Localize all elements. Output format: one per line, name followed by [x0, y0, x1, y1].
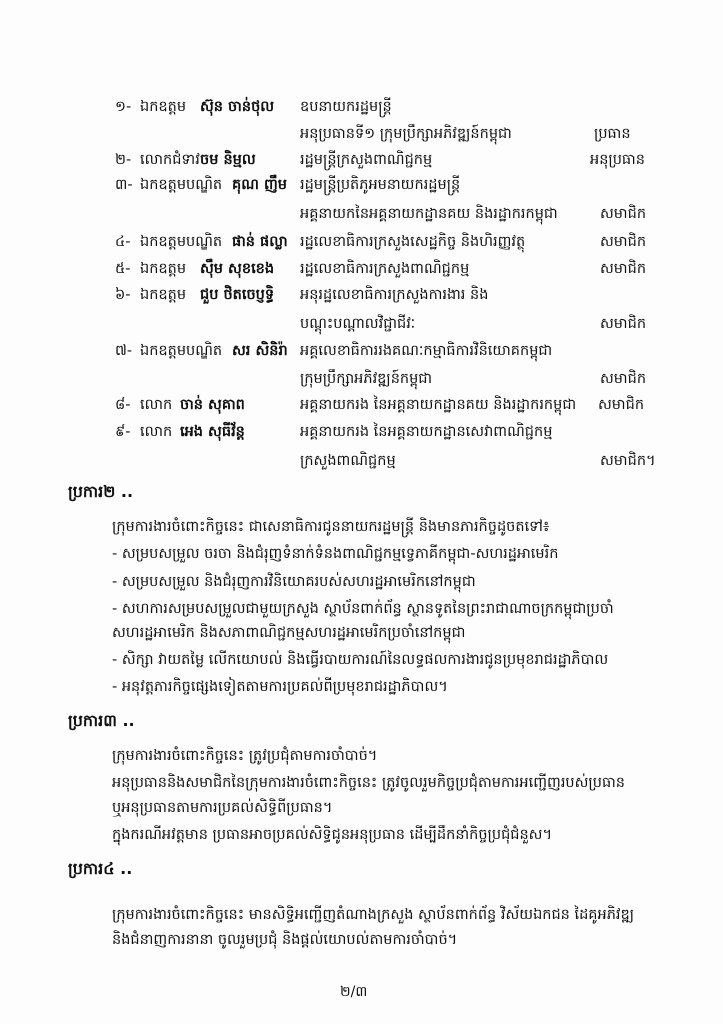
page-number: ២/៣ [340, 984, 368, 1000]
article-4-line-1: ក្រុមការងារចំពោះកិច្ចនេះ មានសិទ្ធិអញ្ជើញតំណាងក្រសួង ស្ថាប័នពាក់ព័ន្ធ វិស័យឯកជន ដៃគូអភិវឌ្ឍ [112, 907, 635, 923]
member-5-role: សមាជិក [600, 261, 647, 277]
member-6-name: ជួប ថិតចេប្ញទ្ធិ [200, 287, 275, 303]
member-5-position-line1: រដ្ឋលេខាធិការក្រសួងពាណិជ្ជកម្ម [300, 261, 470, 277]
member-9-name: អេង សុធីវ័ន្ត [180, 424, 245, 440]
member-7-title: ឯកឧត្តមបណ្ឌិត [140, 343, 223, 359]
member-9-number: ៩- [115, 424, 131, 440]
article-4-line-2: និងជំនាញការនានា ចូលរួមប្រជុំ និងផ្តល់យោបល់តាមការចាំបាច់។ [112, 932, 458, 948]
article-2-bullet-3-cont: សហរដ្ឋអាមេរិក និងសភាពាណិជ្ជកម្មសហរដ្ឋអាមេរិកប្រចាំនៅកម្ពុជា [112, 625, 466, 641]
member-3-position-line2: អគ្គនាយកនៃអគ្គនាយកដ្ឋានគយ និងរដ្ឋាករកម្ពុជា [300, 206, 558, 222]
article-2-bullet-4: - សិក្សា វាយតម្លៃ លើកយោបល់ និងធ្វើរបាយការណ៍នៃលទ្ធផលការងារជូនប្រមុខរាជរដ្ឋាភិបាល [112, 652, 609, 668]
member-7-position-line1: អគ្គលេខាធិការរងគណៈកម្មាធិការវិនិយោគកម្ពុជា [300, 343, 553, 359]
member-9-position-line1: អគ្គនាយករង នៃអគ្គនាយកដ្ឋានសេវាពាណិជ្ជកម្ម [300, 424, 553, 440]
member-8-position-line1: អគ្គនាយករង នៃអគ្គនាយកដ្ឋានគយ និងរដ្ឋាករកម្ពុជា [300, 397, 577, 413]
member-7-position-line2: ក្រុមប្រឹក្សាអភិវឌ្ឍន៍កម្ពុជា [300, 371, 433, 387]
member-4-role: សមាជិក [600, 234, 647, 250]
member-3-position-line1: រដ្ឋមន្ត្រីប្រតិភូអមនាយករដ្ឋមន្ត្រី [300, 177, 461, 193]
article-3-heading: ប្រការ៣ .. [68, 711, 135, 730]
member-4-position-line1: រដ្ឋលេខាធិការក្រសួងសេដ្ឋកិច្ច និងហិរញ្ញវត្ថុ [300, 234, 526, 250]
member-8-number: ៨- [115, 397, 131, 413]
article-2-bullet-5: - អនុវត្តភារកិច្ចផ្សេងទៀតតាមការប្រគល់ពីប្រមុខរាជរដ្ឋាភិបាល។ [112, 679, 448, 695]
member-3-role: សមាជិក [600, 206, 647, 222]
member-2-position-line1: រដ្ឋមន្ត្រីក្រសួងពាណិជ្ជកម្ម [300, 152, 433, 168]
member-7-number: ៧- [115, 343, 133, 359]
member-1-name: ស៊ុន ចាន់ថុល [200, 99, 275, 115]
member-7-role: សមាជិក [600, 371, 647, 387]
article-2-bullet-2: - សម្របសម្រួល និងជំរុញការវិនិយោគរបស់សហរដ្ឋអាមេរិកនៅកម្ពុជា [112, 574, 476, 590]
member-2-number: ២- [115, 152, 132, 168]
member-3-number: ៣- [115, 177, 133, 193]
article-3-line-1: ក្រុមការងារចំពោះកិច្ចនេះ ត្រូវប្រជុំតាមការចាំបាច់។ [112, 748, 378, 764]
article-3-line-4: ក្នុងករណីអវត្តមាន ប្រធានអាចប្រគល់សិទ្ធិជូនអនុប្រធាន ដើម្បីដឹកនាំកិច្ចប្រជុំជំនួស។ [112, 827, 553, 843]
member-3-title: ឯកឧត្តមបណ្ឌិត [140, 177, 223, 193]
member-9-role: សមាជិក។ [600, 453, 656, 469]
member-1-role: ប្រធាន [594, 126, 631, 142]
member-4-number: ៤- [115, 234, 131, 250]
member-6-title: ឯកឧត្តម [140, 287, 187, 303]
member-8-name: ចាន់ សុគាព [180, 397, 245, 413]
member-6-role: សមាជិក [600, 316, 647, 332]
member-5-number: ៥- [115, 261, 131, 277]
article-2-heading: ប្រការ២ .. [68, 482, 134, 501]
member-8-role: សមាជិក [598, 397, 645, 413]
member-9-position-line2: ក្រសួងពាណិជ្ជកម្ម [300, 453, 396, 469]
member-2-title: លោកជំទាវ [140, 152, 200, 168]
article-3-line-2: អនុប្រធាននិងសមាជិកនៃក្រុមការងារចំពោះកិច្ចនេះ ត្រូវចូលរួមកិច្ចប្រជុំតាមការអញ្ជើញរបស់ប្រធាន [112, 775, 625, 791]
member-8-title: លោក [140, 397, 173, 413]
article-3-line-3: ឬអនុប្រធានតាមការប្រគល់សិទ្ធិពីប្រធាន។ [112, 800, 333, 816]
member-3-name: គុណ ញឹម [232, 177, 287, 193]
member-2-name: ចម និម្មល [200, 152, 256, 168]
member-2-role: អនុប្រធាន [590, 152, 645, 168]
member-9-title: លោក [140, 424, 173, 440]
article-2-intro: ក្រុមការងារចំពោះកិច្ចនេះ ជាសេនាធិការជូននាយករដ្ឋមន្ត្រី និងមានភារកិច្ចដូចតទៅ៖ [112, 519, 550, 535]
member-6-position-line1: អនុរដ្ឋលេខាធិការក្រសួងការងារ និង [300, 287, 489, 303]
article-2-bullet-1: - សម្របសម្រួល ចរចា និងជំរុញទំនាក់ទំនងពាណិជ្ជកម្មទ្វេភាគីកម្ពុជា-សហរដ្ឋអាមេរិក [112, 546, 559, 562]
member-1-number: ១- [115, 99, 132, 115]
member-7-name: សរ សិនិរ៉ា [232, 343, 288, 359]
member-4-name: ផាន់ ផល្លា [232, 234, 288, 250]
member-6-number: ៦- [115, 287, 131, 303]
member-4-title: ឯកឧត្តមបណ្ឌិត [140, 234, 223, 250]
member-5-title: ឯកឧត្តម [140, 261, 187, 277]
member-1-position-line1: ឧបនាយករដ្ឋមន្ត្រី [300, 99, 392, 115]
article-4-heading: ប្រការ៤ .. [68, 859, 133, 878]
member-5-name: ស៊ឹម សុខខេង [200, 261, 275, 277]
article-2-bullet-3: - សហការសម្របសម្រួលជាមួយក្រសួង ស្ថាប័នពាក់ព័ន្ធ ស្ថានទូតនៃព្រះរាជាណាចក្រកម្ពុជាប្រចាំ [112, 601, 614, 617]
member-6-position-line2: បណ្តុះបណ្តាលវិជ្ជាជីវៈ [300, 316, 416, 332]
member-1-position-line2: អនុប្រធានទី១ ក្រុមប្រឹក្សាអភិវឌ្ឍន៍កម្ពុជា [300, 126, 512, 142]
member-1-title: ឯកឧត្តម [140, 99, 187, 115]
